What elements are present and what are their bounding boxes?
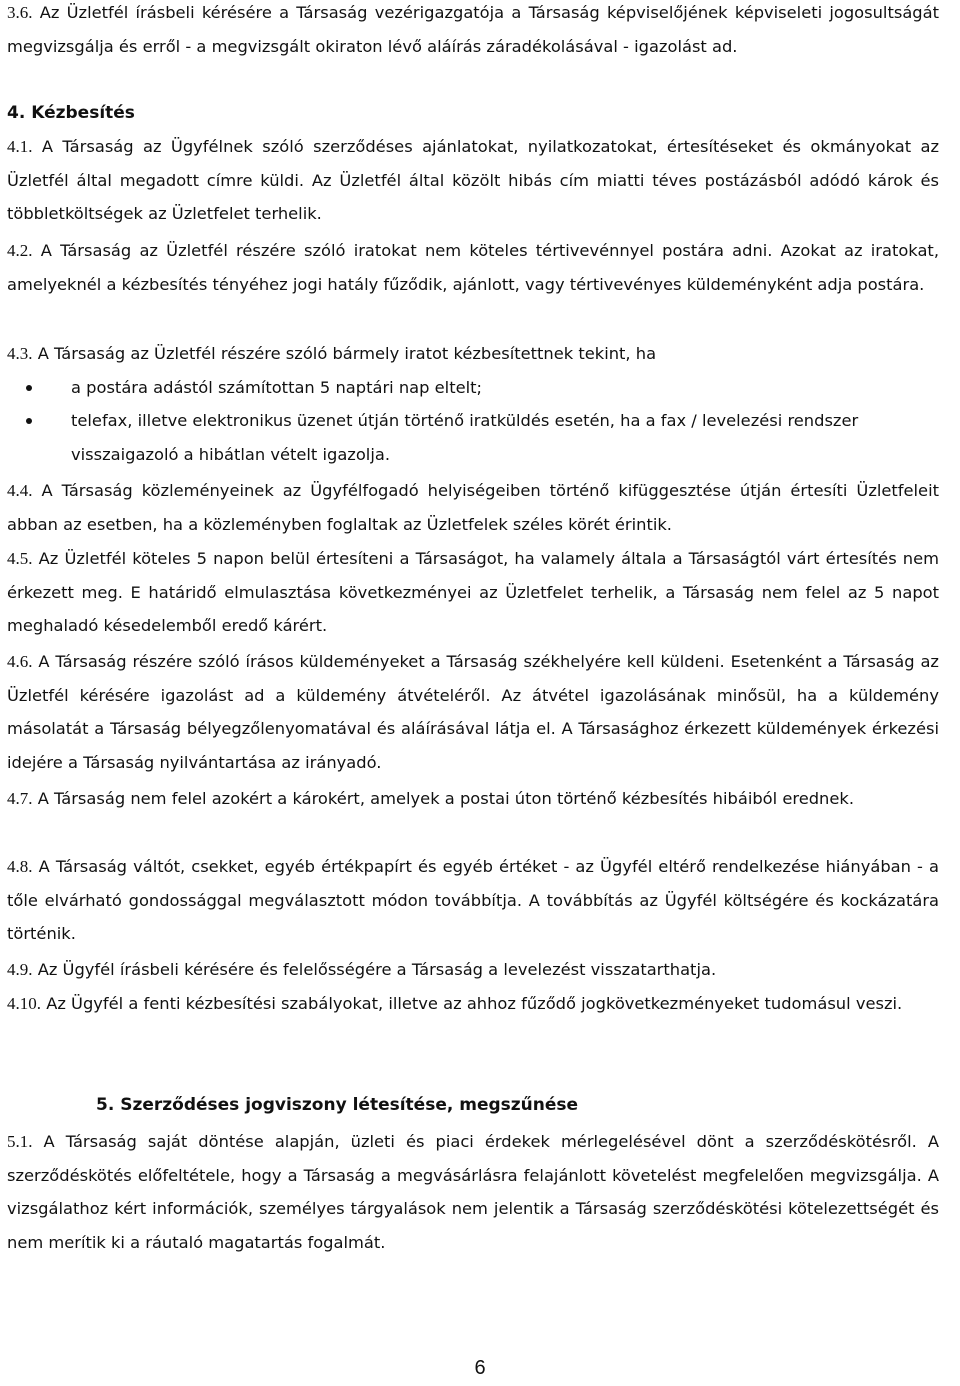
paragraph-number: 4.5.: [7, 549, 33, 568]
paragraph-5-1: [0, 1125, 946, 1259]
paragraph-text: Az Ügyfél a fenti kézbesítési szabályokat, illetve az ahhoz fűződő jogkövetkezményeket tudomásul veszi.: [46, 994, 903, 1013]
paragraph-text: A Társaság az Üzletfél részére szóló iratokat nem köteles tértivevénnyel postára adni. Azokat az iratokat, amelyeknél a kézbesítés tényéhez jogi hatály fűződik, ajánlott, vagy tértivevényes küldeményként adja postára.: [7, 241, 939, 294]
paragraph-4-3: [0, 337, 946, 471]
section-5-heading: 5. Szerződéses jogviszony létesítése, megszűnése: [96, 1095, 579, 1115]
paragraph-text: A Társaság saját döntése alapján, üzleti és piaci érdekek mérlegelésével dönt a szerződéskötésről. A szerződéskötés előfeltétele, hogy a Társaság a megvásárlásra felajánlott követelést megfelelően megvizsgálja. A vizsgálathoz kért információk, személyes tárgyalások nem jelentik a Társaság szerződéskötési kötelezettségét és nem merítik ki a ráutaló magatartás fogalmát.: [7, 1132, 939, 1252]
paragraph-4-8: [0, 850, 946, 951]
paragraph-number: 3.6.: [7, 3, 33, 22]
bullet-list: [0, 371, 946, 472]
paragraph-number: 4.9.: [7, 960, 33, 979]
paragraph-number: 4.1.: [7, 137, 33, 156]
section-4-heading: 4. Kézbesítés: [7, 103, 135, 123]
paragraph-text: A Társaság váltót, csekket, egyéb értékpapírt és egyéb értéket - az Ügyfél eltérő rendelkezése hiányában - a tőle elvárható gondossággal megválasztott módon továbbítja. A továbbítás az Ügyfél költségére és kockázatára történik.: [7, 857, 939, 944]
paragraph-4-6: [0, 645, 946, 779]
paragraph-text: A Társaság az Üzletfél részére szóló bármely iratot kézbesítettnek tekint, ha: [37, 344, 657, 363]
paragraph-text: A Társaság az Ügyfélnek szóló szerződéses ajánlatokat, nyilatkozatokat, értesítéseket és okmányokat az Üzletfél által megadott címre küldi. Az Üzletfél által közölt hibás cím miatti téves postázásból adódó károk és többletköltségek az Üzletfelet terhelik.: [7, 137, 939, 224]
page-number: 6: [474, 1357, 486, 1379]
paragraph-text: A Társaság közleményeinek az Ügyfélfogadó helyiségeiben történő kifüggesztése útján értesíti Üzletfeleit abban az esetben, ha a közleményben foglaltak az Üzletfelek széles körét érintik.: [7, 481, 939, 534]
paragraph-4-1: [0, 130, 946, 231]
paragraph-number: 4.10.: [7, 994, 41, 1013]
paragraph-4-5: [0, 542, 946, 643]
paragraph-4-4: [0, 474, 946, 541]
paragraph-text: A Társaság nem felel azokért a károkért, amelyek a postai úton történő kézbesítés hibáiból erednek.: [37, 789, 854, 808]
paragraph-number: 4.4.: [7, 481, 33, 500]
paragraph-number: 4.6.: [7, 652, 33, 671]
paragraph-text: Az Üzletfél köteles 5 napon belül értesíteni a Társaságot, ha valamely általa a Társaságtól várt értesítés nem érkezett meg. E határidő elmulasztása következményei az Üzletfelet terhelik, a Társaság nem felel az 5 napot meghaladó késedelemből eredő kárért.: [7, 549, 939, 636]
paragraph-text: Az Üzletfél írásbeli kérésére a Társaság vezérigazgatója a Társaság képviselőjének képviseleti jogosultságát megvizsgálja és erről - a megvizsgált okiraton lévő aláírás záradékolásával - igazolást ad.: [7, 3, 939, 56]
list-item: telefax, illetve elektronikus üzenet útján történő iratküldés esetén, ha a fax / levelezési rendszer visszaigazoló a hibátlan vételt igazolja.: [0, 404, 946, 471]
paragraph-number: 5.1.: [7, 1132, 33, 1151]
paragraph-4-9: [0, 953, 946, 987]
paragraph-3-6: [0, 0, 946, 63]
paragraph-4-7: [0, 782, 946, 816]
list-item: a postára adástól számítottan 5 naptári nap eltelt;: [0, 371, 946, 405]
paragraph-number: 4.7.: [7, 789, 33, 808]
paragraph-number: 4.3.: [7, 344, 33, 363]
paragraph-text: Az Ügyfél írásbeli kérésére és felelősségére a Társaság a levelezést visszatarthatja.: [37, 960, 717, 979]
paragraph-number: 4.8.: [7, 857, 33, 876]
paragraph-4-2: [0, 234, 946, 301]
paragraph-number: 4.2.: [7, 241, 33, 260]
paragraph-4-10: [0, 987, 946, 1021]
paragraph-text: A Társaság részére szóló írásos küldeményeket a Társaság székhelyére kell küldeni. Esetenként a Társaság az Üzletfél kérésére igazolást ad a küldemény átvételéről. Az átvétel igazolásának minősül, ha a küldemény másolatát a Társaság bélyegzőlenyomatával és aláírásával látja el. A Társasághoz érkezett küldemények érkezési idejére a Társaság nyilvántartása az irányadó.: [7, 652, 939, 772]
